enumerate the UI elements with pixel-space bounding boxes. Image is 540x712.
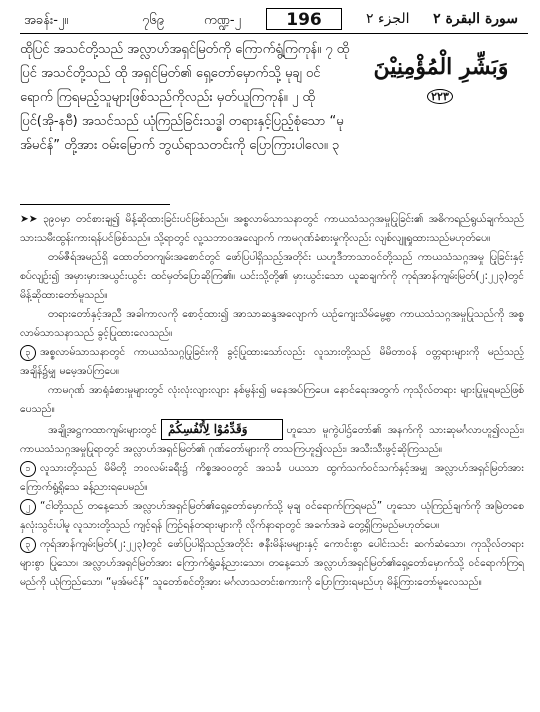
- footnote-marker: ၂: [20, 499, 36, 515]
- arabic-verse: [366, 54, 516, 106]
- juz-label: الجزء ٢: [366, 11, 410, 27]
- footnote: ၁ လူသားတို့သည် မိမိတို့ ဘဝလမ်းခရီး၌ ကိစ္စအဝဝတွင် အသင်္ခ ပယသာ ထွက်သက်ဝင်သက်နှင့်အမျှ အလ္လာဟ်အရှင်မြတ်အား ကြောက်ရွံ့ရိုသေ ခန့်ညားရပေမည်။: [20, 462, 524, 493]
- notes-separator: [20, 204, 170, 205]
- footnote: ၂ “ငါတို့သည် တနေ့သော် အလ္လာဟ်အရှင်မြတ်၏ရှေ့တော်မှောက်သို့ မုချ ဝင်ရောက်ကြရမည်” ဟူသော ယုံကြည်ချက်ကို အမြဲတစေ နှလုံးသွင်းပါမူ လူသားတို့သည် ကျင့်ရန် ကြဉ်ရန်တရားများကို လိုက်နာရာတွင် အခက်အခဲ တွေ့ရှိကြမည်မဟုတ်ပေ။: [20, 500, 524, 531]
- arabic-verse-text: وَبَشِّرِ الْمُؤْمِنِيْنَ: [373, 54, 509, 80]
- footnotes: [20, 210, 524, 592]
- arabic-quote: وَقَدِّمُوْا لِأَنْفُسِكُمْ: [161, 419, 283, 440]
- footnote: ၃ ကုရ်အာန်ကျမ်းမြတ်(၂:၂၂၃)တွင် ဖော်ပြပါရှိသည့်အတိုင်း ဇနီးမိန်းမများနှင့် ကောင်းစွာ ပေါင်းသင်း ဆက်ဆံသော၊ ကုသိုလ်တရားများစွာ ပြုသော၊ အလ္လာဟ်အရှင်မြတ်အား ကြောက်ရွံ့ခန့်ညားသော၊ တနေ့သော် အလ္လာဟ်အရှင်မြတ်၏ရှေ့တော်မှောက်သို့ ဝင်ရောက်ကြရမည်ကို ယုံကြည်သော၊ “မုအ်မင်န်” သူတော်စင်တို့အား မင်္ဂလာသတင်းစကားကို ပြောကြားရမည်ဟု မိန့်ကြားတော်မူလေသည်။: [20, 538, 524, 588]
- footnote: တမ်ဇီရ်အမည်ရှိ ထောတ်တကျမ်းအစောင်တွင် ဖော်ပြပါရှိသည့်အတိုင်း ယဟူဒီဘာသာဝင်တို့သည် ကာယသံသဂ္ဂအမှု ပြုခြင်းနှင့်စပ်လျဉ်း၍ အမှားမှားအယွင်းယွင်း ထင်မှတ်ပြောဆိုကြ၏။ ယင်းသို့တို့၏ မှားယွင်းသော ယူဆချက်ကို ကုရ်အာန်ကျမ်းမြတ်(၂:၂၂၃)တွင် မိန့်ဆိုထားတော်မူသည်။: [20, 251, 524, 301]
- footnote: ➤➤ ၃၉၀မှာ တင်စားချ၍ မိန့်ဆိုထားခြင်းပင်ဖြစ်သည်။ အစ္စလာမ်သာသနာတွင် ကာယသံသဂ္ဂအမှုပြုခြင်း၏ အဓိကရည်ရွယ်ချက်သည် သားသမီးထွန်းကားရန်ပင်ဖြစ်သည်။ သို့ရာတွင် လူ့သဘာဝအလျောက် ကာမဂုဏ်ခံစားမှုကိုလည်း လျစ်လျူရှုထားသည်မဟုတ်ပေ။: [20, 213, 525, 244]
- chapter-label: အခန်း-၂။: [24, 13, 69, 28]
- header-rule: [20, 33, 528, 34]
- section-label: ကဏ္ဍ-၂: [204, 13, 241, 28]
- main-text: ထိုပြင် အသင်တို့သည် အလ္လာဟ်အရှင်မြတ်ကို ကြောက်ရွံ့ကြကုန်။ ၇ ထိုပြင် အသင်တို့သည် ထို အရှင်မြတ်၏ ရှေ့တော်မှောက်သို့ မုချ ဝင်ရောက် ကြရမည့်သူများဖြစ်သည်ကိုလည်း မှတ်ယူကြကုန်။ ၂ ထိုပြင်(အို-နဗီ) အသင်သည် ယုံကြည်ခြင်းသဒ္ဓါ တရားနှင့်ပြည့်စုံသော “မုအ်မင်န်” တို့အား ဝမ်းမြောက် ဘွယ်ရာသတင်းကို ပြောကြားပါလေ။ ၃: [20, 42, 350, 153]
- main-translation: [20, 38, 350, 158]
- footnote-marker: ၁: [20, 461, 36, 477]
- footnote: ၃ အစ္စလာမ်သာသနာတွင် ကာယသံသဂ္ဂပြုခြင်းကို ခွင့်ပြုထားသော်လည်း လူသားတို့သည် မိမိတာဝန် ဝတ္တရားများကို မည်သည့်အချိန်၌မျှ မမေ့အပ်ကြပေ။: [20, 346, 524, 377]
- arrow-marker-icon: ➤➤: [20, 213, 38, 225]
- footnote: အချို့အဋ္ဌကထာကျမ်းများတွင် وَقَدِّمُوْا لِأَنْفُسِكُمْ ဟူသော မူကွဲပါဌ်တော်၏ အနက်ကို သားဆုမင်္ဂလာဟူ၍လည်း၊ ကာယသံသဂ္ဂအမှုပြုရာတွင် အလ္လာဟ်အရှင်မြတ်၏ ဂုဏ်တော်များကို တသကြဟူ၍လည်း၊ အသီးသီးဖွင့်ဆိုကြသည်။: [20, 419, 524, 459]
- surah-label: سورة البقرة ٢: [433, 11, 518, 27]
- verse-number: ၇၆၉: [142, 13, 164, 28]
- footnote: တရားတော်နှင့်အညီ အခါကာလကို စောင့်ထား၍ အာသာဆန္ဒအလျောက် ယဉ်ကျေးသိမ်မွေ့စွာ ကာယသံသဂ္ဂအမှုပြုသည်ကို အစ္စလာမ်သာသနာသည် ခွင့်ပြုထားလေသည်။: [20, 308, 524, 339]
- ayah-number-badge: ٢٢٣: [427, 89, 453, 104]
- page-number: 196: [266, 8, 342, 30]
- page-header: [14, 6, 526, 32]
- footnote-marker: ၃: [20, 537, 36, 553]
- footnote-marker: ၃: [20, 345, 36, 361]
- footnote: ကာမဂုဏ် အာရုံခံစားမှုများတွင် လုံးလုံးလျားလျား နစ်မွန်း၍ မနေအပ်ကြပေ။ နောင်ရေးအတွက် ကုသိုလ်တရား များပြုမူရမည်ဖြစ်ပေသည်။: [20, 384, 524, 415]
